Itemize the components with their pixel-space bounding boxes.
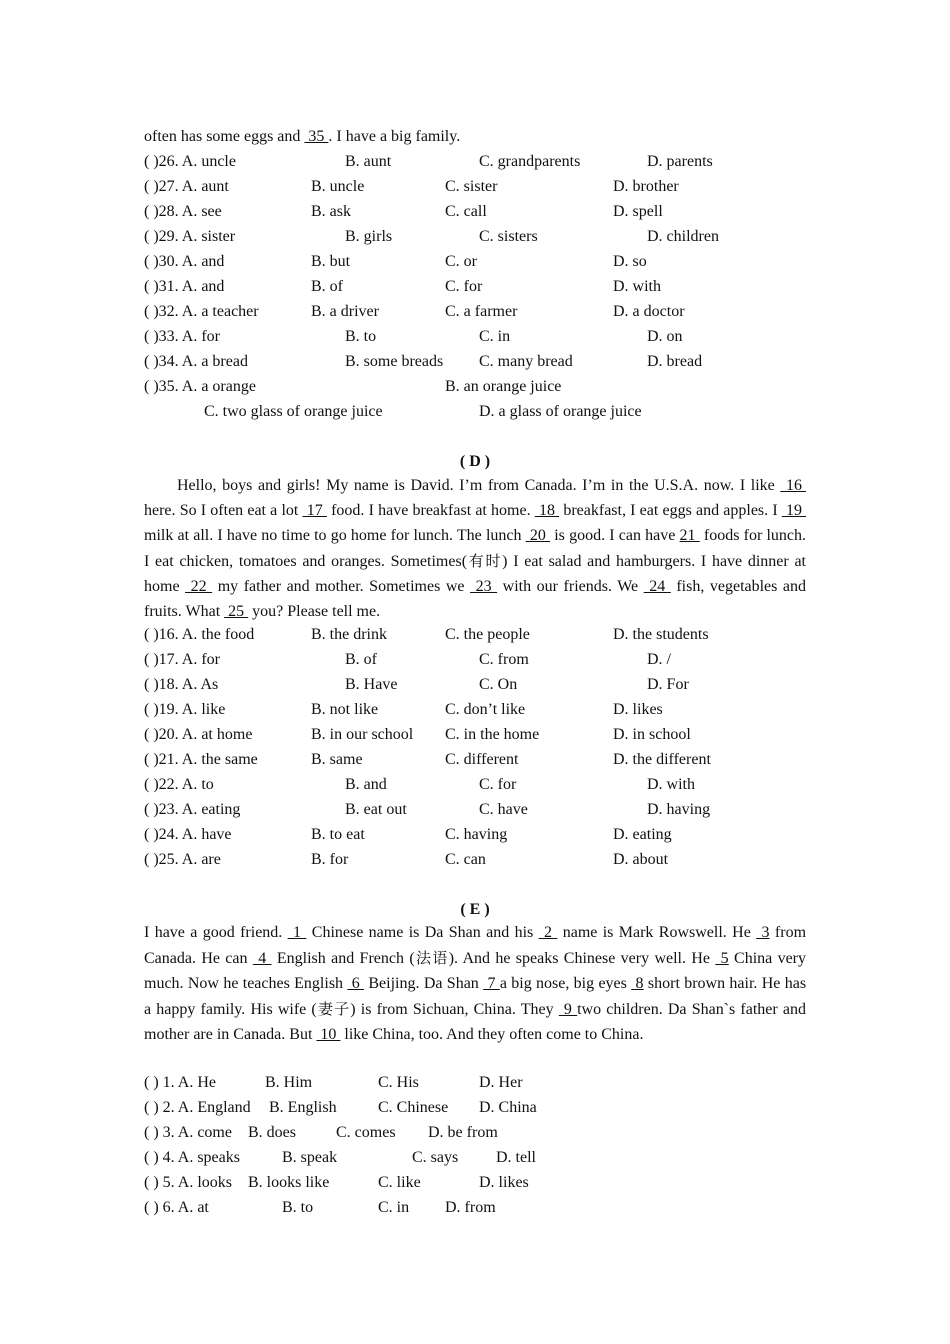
- option-c: C. many bread: [479, 353, 573, 370]
- question-stem: ( )23. A. eating: [144, 801, 241, 818]
- question-row: [144, 775, 806, 795]
- blank-22: 22: [185, 577, 213, 595]
- question-stem: ( )20. A. at home: [144, 726, 253, 743]
- option-b: B. Him: [265, 1074, 313, 1091]
- option-c: C. in: [479, 328, 511, 345]
- question-row: [144, 252, 806, 272]
- option-b: B. girls: [345, 228, 393, 245]
- question-stem: ( )16. A. the food: [144, 626, 255, 643]
- blank-3: 3: [756, 924, 770, 941]
- option-c: C. for: [445, 278, 483, 295]
- question-stem: ( ) 2. A. England: [144, 1099, 251, 1116]
- option-b: B. eat out: [345, 801, 407, 818]
- option-b: B. but: [311, 253, 351, 270]
- question-row: [144, 700, 806, 720]
- question-row: [144, 650, 806, 670]
- blank-4: 4: [252, 949, 272, 967]
- question-row: [144, 725, 806, 745]
- question-row: [144, 1148, 806, 1168]
- option-c: C. having: [445, 826, 508, 843]
- option-c: C. says: [412, 1149, 459, 1166]
- option-c: C. have: [479, 801, 528, 818]
- option-d: D. parents: [647, 153, 713, 170]
- option-d: D. about: [613, 851, 669, 868]
- question-stem: ( )24. A. have: [144, 826, 232, 843]
- passage-text: like China, too. And they often come to China.: [340, 1025, 644, 1043]
- question-stem: ( )34. A. a bread: [144, 353, 248, 370]
- question-row-continued: [144, 402, 806, 422]
- blank-6: 6: [347, 974, 365, 992]
- option-c: C. can: [445, 851, 486, 868]
- question-stem: ( )19. A. like: [144, 701, 226, 718]
- question-row: [144, 750, 806, 770]
- blank-24: 24: [643, 577, 671, 595]
- question-stem: ( ) 3. A. come: [144, 1124, 232, 1141]
- passage-text: short brown hair. He has a happy family. His wife (: [144, 974, 807, 1018]
- option-c: C. a farmer: [445, 303, 518, 320]
- option-d: D. the students: [613, 626, 709, 643]
- option-c: C. call: [445, 203, 487, 220]
- passage-text: Beijing. Da Shan: [364, 974, 484, 992]
- section-e-heading: ( E ): [460, 901, 490, 918]
- blank-21: 21: [679, 526, 700, 544]
- option-d: D. in school: [613, 726, 691, 743]
- option-c: C. in the home: [445, 726, 540, 743]
- option-b: B. to: [282, 1199, 314, 1216]
- blank-20: 20: [525, 526, 551, 544]
- passage-text: with our friends. We: [497, 577, 644, 595]
- question-stem: ( ) 1. A. He: [144, 1074, 216, 1091]
- question-row: [144, 177, 806, 197]
- blank-16: 16: [780, 477, 806, 494]
- option-d: D. Her: [479, 1074, 523, 1091]
- chinese-gloss: 妻子: [316, 999, 351, 1018]
- option-b: B. aunt: [345, 153, 392, 170]
- question-row: [144, 800, 806, 820]
- option-b: B. to: [345, 328, 377, 345]
- option-b: B. English: [269, 1099, 337, 1116]
- option-b: B. ask: [311, 203, 351, 220]
- option-b: B. not like: [311, 701, 379, 718]
- blank-18: 18: [534, 501, 560, 519]
- question-row: [144, 1173, 806, 1193]
- question-stem: ( ) 5. A. looks: [144, 1174, 232, 1191]
- option-d: D. having: [647, 801, 711, 818]
- passage-text: China very much. Now he teaches English: [144, 949, 807, 992]
- passage-text: my father and mother. Sometimes we: [212, 577, 471, 595]
- passage-text: milk at all. I have no time to go home for lunch. The lunch: [144, 526, 526, 544]
- question-stem: ( ) 6. A. at: [144, 1199, 209, 1216]
- option-c: C. comes: [336, 1124, 396, 1141]
- passage-text: here. So I often eat a lot: [144, 501, 303, 519]
- passage-text: food. I have breakfast at home.: [326, 501, 535, 519]
- option-d: D. likes: [479, 1174, 529, 1191]
- option-d: D. a glass of orange juice: [479, 403, 642, 420]
- blank-7: 7: [483, 974, 500, 992]
- blank-17: 17: [302, 501, 327, 519]
- question-row: [144, 277, 806, 297]
- blank-2: 2: [538, 924, 558, 941]
- option-c: C. grandparents: [479, 153, 581, 170]
- question-stem: ( )31. A. and: [144, 278, 225, 295]
- option-b: B. same: [311, 751, 363, 768]
- question-stem: ( )27. A. aunt: [144, 178, 229, 195]
- option-c: C. the people: [445, 626, 530, 643]
- option-b: B. for: [311, 851, 349, 868]
- question-row: [144, 352, 806, 372]
- option-b: B. and: [345, 776, 387, 793]
- blank-19: 19: [781, 501, 807, 519]
- section-d-passage: [144, 474, 806, 624]
- option-d: D. spell: [613, 203, 663, 220]
- question-stem: ( )30. A. and: [144, 253, 225, 270]
- question-row: [144, 675, 806, 695]
- passage-text: Hello, boys and girls! My name is David. I’m from Canada. I’m in the U.S.A. now. I like: [177, 477, 781, 494]
- question-row: [144, 825, 806, 845]
- option-c: C. for: [479, 776, 517, 793]
- question-row: [144, 327, 806, 347]
- option-b: B. a driver: [311, 303, 379, 320]
- c-passage-tail: [144, 127, 460, 147]
- option-d: D. the different: [613, 751, 711, 768]
- option-d: D. /: [647, 651, 671, 668]
- question-stem: ( )17. A. for: [144, 651, 220, 668]
- chinese-gloss: 法语: [414, 948, 449, 967]
- option-b: B. in our school: [311, 726, 414, 743]
- question-stem: ( )29. A. sister: [144, 228, 236, 245]
- question-row: [144, 1198, 806, 1218]
- option-c: C. or: [445, 253, 477, 270]
- option-b: B. speak: [282, 1149, 338, 1166]
- passage-text: is good. I can have: [550, 526, 680, 544]
- question-row: [144, 377, 806, 397]
- question-row: [144, 227, 806, 247]
- question-stem: ( )28. A. see: [144, 203, 222, 220]
- blank-25: 25: [224, 602, 249, 620]
- section-e-passage: [144, 921, 806, 1048]
- blank-5: 5: [715, 949, 729, 967]
- option-b: B. to eat: [311, 826, 365, 843]
- passage-text: a big nose, big eyes: [499, 974, 632, 992]
- option-c: C. from: [479, 651, 529, 668]
- question-row: [144, 202, 806, 222]
- passage-text: from Canada. He can: [144, 924, 807, 967]
- passage-text: ). And he speaks Chinese very well. He: [448, 949, 716, 967]
- option-c: C. like: [378, 1174, 421, 1191]
- question-stem: ( )25. A. are: [144, 851, 221, 868]
- blank-23: 23: [470, 577, 498, 595]
- question-row: [144, 1073, 806, 1093]
- question-row: [144, 1123, 806, 1143]
- option-d: D. tell: [496, 1149, 536, 1166]
- passage-text: you? Please tell me.: [248, 602, 381, 620]
- option-c: C. don’t like: [445, 701, 526, 718]
- option-c: C. Chinese: [378, 1099, 449, 1116]
- chinese-gloss: 有时: [467, 551, 503, 570]
- blank-9: 9: [558, 1000, 578, 1018]
- option-d: D. on: [647, 328, 683, 345]
- option-c: C. sisters: [479, 228, 538, 245]
- option-d: D. children: [647, 228, 719, 245]
- passage-text: breakfast, I eat eggs and apples. I: [559, 501, 782, 519]
- option-d: D. be from: [428, 1124, 498, 1141]
- option-d: D. eating: [613, 826, 672, 843]
- option-b: B. of: [345, 651, 377, 668]
- blank-8: 8: [631, 974, 644, 992]
- question-stem: ( )18. A. As: [144, 676, 219, 693]
- question-stem: ( )22. A. to: [144, 776, 214, 793]
- option-d: D. bread: [647, 353, 703, 370]
- option-c: C. sister: [445, 178, 498, 195]
- option-d: D. with: [613, 278, 661, 295]
- question-stem: ( ) 4. A. speaks: [144, 1149, 240, 1166]
- option-b: B. does: [248, 1124, 296, 1141]
- question-row: [144, 1098, 806, 1118]
- blank-10: 10: [316, 1025, 341, 1043]
- question-stem: ( )35. A. a orange: [144, 378, 256, 395]
- option-d: D. from: [445, 1199, 496, 1216]
- section-d-heading: ( D ): [459, 453, 491, 470]
- option-d: D. likes: [613, 701, 663, 718]
- option-d: D. China: [479, 1099, 537, 1116]
- option-d: D. For: [647, 676, 689, 693]
- option-d: D. with: [647, 776, 695, 793]
- passage-text: Chinese name is Da Shan and his: [306, 924, 539, 941]
- option-c: C. His: [378, 1074, 419, 1091]
- c-tail-text: often has some eggs and: [144, 128, 305, 145]
- question-row: [144, 625, 806, 645]
- option-d: D. brother: [613, 178, 679, 195]
- option-b: B. some breads: [345, 353, 444, 370]
- option-c: C. in: [378, 1199, 410, 1216]
- passage-text: ) I eat salad and hamburgers. I have dinner at home: [144, 552, 806, 595]
- blank-35: 35: [304, 128, 329, 145]
- passage-text: foods for lunch. I eat chicken, tomatoes and oranges. Sometimes(: [144, 526, 807, 570]
- passage-text: English and French (: [271, 949, 415, 967]
- question-row: [144, 850, 806, 870]
- passage-text: name is Mark Rowswell. He: [557, 924, 757, 941]
- question-row: [144, 152, 806, 172]
- question-stem: ( )33. A. for: [144, 328, 220, 345]
- option-b: B. Have: [345, 676, 398, 693]
- option-b: B. the drink: [311, 626, 387, 643]
- option-c: C. two glass of orange juice: [204, 403, 383, 420]
- option-d: D. a doctor: [613, 303, 685, 320]
- question-stem: ( )21. A. the same: [144, 751, 258, 768]
- option-c: C. On: [479, 676, 518, 693]
- blank-1: 1: [287, 924, 307, 941]
- c-tail-end: . I have a big family.: [328, 128, 461, 145]
- option-c: C. different: [445, 751, 519, 768]
- passage-text: I have a good friend.: [144, 924, 288, 941]
- option-b: B. uncle: [311, 178, 365, 195]
- passage-text: two children. Da Shan`s father and mother are in Canada. But: [144, 1000, 806, 1043]
- passage-text: fish, vegetables and fruits. What: [144, 577, 807, 620]
- question-row: [144, 302, 806, 322]
- passage-text: ) is from Sichuan, China. They: [350, 1000, 559, 1018]
- option-b: B. looks like: [248, 1174, 330, 1191]
- question-stem: ( )32. A. a teacher: [144, 303, 259, 320]
- option-b: B. an orange juice: [445, 378, 562, 395]
- question-stem: ( )26. A. uncle: [144, 153, 236, 170]
- option-d: D. so: [613, 253, 647, 270]
- option-b: B. of: [311, 278, 343, 295]
